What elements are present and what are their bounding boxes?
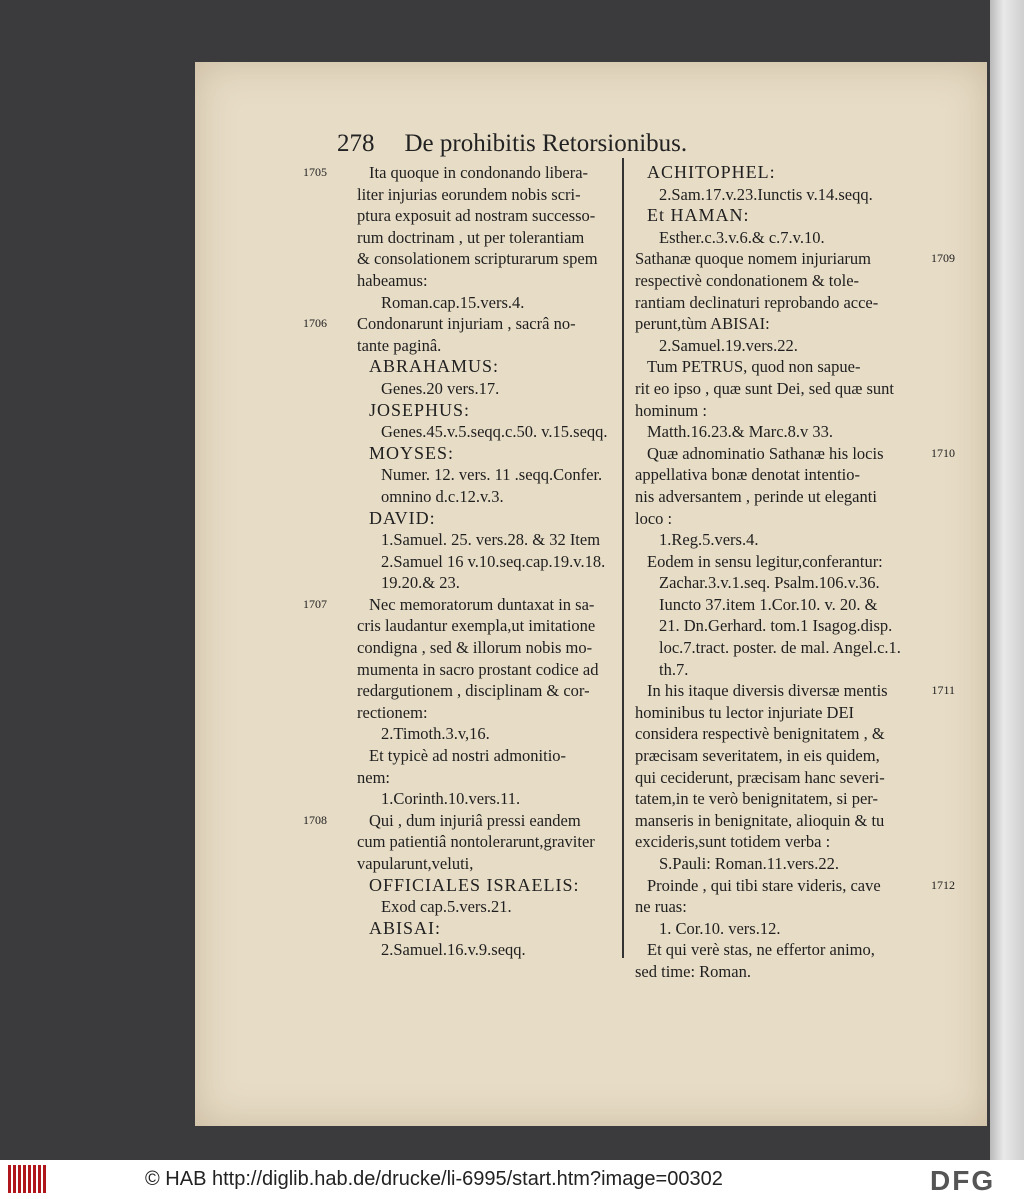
text-line: [635, 292, 925, 314]
line-text: nis adversantem , perinde ut eleganti: [635, 486, 877, 506]
margin-number: 1710: [931, 445, 955, 460]
text-line: [357, 723, 627, 745]
line-text: th.7.: [659, 659, 689, 679]
text-line: [357, 680, 627, 702]
text-line: [635, 464, 925, 486]
text-line: [357, 335, 627, 357]
text-line: [357, 875, 627, 897]
text-line: [357, 529, 627, 551]
text-line: [357, 205, 627, 227]
line-text: hominibus tu lector injuriate DEI: [635, 702, 855, 722]
text-line: [635, 227, 925, 249]
line-text: In his itaque diversis diversæ mentis: [647, 681, 888, 701]
line-text: rit eo ipso , quæ sunt Dei, sed quæ sunt: [635, 378, 894, 398]
line-text: liter injurias eorundem nobis scri-: [357, 184, 581, 204]
text-line: [357, 378, 627, 400]
text-line: [635, 572, 925, 594]
line-text: habeamus:: [357, 270, 428, 290]
text-line: [357, 939, 627, 961]
text-line: [635, 205, 925, 227]
text-line: [635, 918, 925, 940]
text-line: [303, 810, 627, 832]
line-text: ABISAI:: [369, 917, 442, 938]
line-text: Qui , dum injuriâ pressi eandem: [369, 810, 581, 830]
line-text: cris laudantur exempla,ut imitatione: [357, 616, 596, 636]
text-line: [357, 637, 627, 659]
line-text: appellativa bonæ denotat intentio-: [635, 465, 860, 485]
margin-number: 1711: [931, 683, 955, 698]
text-line: [635, 443, 955, 465]
line-text: 2.Timoth.3.v,16.: [381, 724, 490, 744]
running-title: De prohibitis Retorsionibus.: [404, 130, 688, 157]
line-text: vapularunt,veluti,: [357, 854, 474, 873]
line-text: Zachar.3.v.1.seq. Psalm.106.v.36.: [659, 573, 880, 593]
text-line: [303, 594, 627, 616]
text-line: [303, 162, 627, 184]
line-text: nem:: [357, 767, 390, 787]
line-text: 2.Samuel.19.vers.22.: [659, 335, 798, 355]
adjacent-page-edge: [990, 0, 1024, 1160]
text-line: [635, 270, 925, 292]
line-text: DAVID:: [369, 507, 436, 528]
page-number: 278: [337, 130, 375, 157]
line-text: loco :: [635, 508, 673, 528]
line-text: condigna , sed & illorum nobis mo-: [357, 638, 593, 658]
line-text: Nec memoratorum duntaxat in sa-: [369, 594, 595, 614]
line-text: Tum PETRUS, quod non sapue-: [647, 357, 861, 377]
text-line: [635, 875, 955, 897]
line-text: mumenta in sacro prostant codice ad: [357, 659, 599, 679]
text-line: [635, 356, 925, 378]
line-text: rum doctrinam , ut per tolerantiam: [357, 227, 585, 247]
line-text: sed time: Roman.: [635, 961, 751, 981]
page-header: [337, 130, 687, 158]
text-line: [635, 939, 925, 961]
copyright-link[interactable]: © HAB http://diglib.hab.de/drucke/li-6995/start.htm?image=00302: [145, 1168, 723, 1190]
text-line: [357, 615, 627, 637]
line-text: tante paginâ.: [357, 335, 442, 355]
line-text: rectionem:: [357, 702, 428, 722]
line-text: Exod cap.5.vers.21.: [381, 897, 512, 917]
line-text: redargutionem , disciplinam & cor-: [357, 681, 590, 701]
line-text: 2.Samuel 16 v.10.seq.cap.19.v.18.: [381, 551, 606, 571]
text-line: [357, 248, 627, 270]
text-line: [357, 918, 627, 940]
line-text: Esther.c.3.v.6.& c.7.v.10.: [659, 227, 825, 247]
text-line: [357, 292, 627, 314]
line-text: 1.Samuel. 25. vers.28. & 32 Item: [381, 530, 601, 550]
text-line: [635, 184, 925, 206]
text-line: [635, 637, 925, 659]
line-text: S.Pauli: Roman.11.vers.22.: [659, 854, 839, 873]
line-text: 21. Dn.Gerhard. tom.1 Isagog.disp.: [659, 616, 893, 636]
line-text: JOSEPHUS:: [369, 399, 471, 420]
right-column: [635, 162, 955, 983]
text-line: [635, 745, 925, 767]
line-text: 1. Cor.10. vers.12.: [659, 918, 781, 938]
text-line: [635, 853, 925, 875]
text-line: [635, 400, 925, 422]
text-line: [357, 702, 627, 724]
text-line: [357, 184, 627, 206]
text-line: [635, 659, 925, 681]
line-text: Sathanæ quoque nomem injuriarum: [635, 249, 872, 269]
line-text: Condonarunt injuriam , sacrâ no-: [357, 314, 576, 334]
left-column: [303, 162, 627, 961]
footer-bar: [0, 1160, 1024, 1199]
line-text: præcisam severitatem, in eis quidem,: [635, 746, 880, 766]
line-text: excideris,sunt totidem verba :: [635, 832, 831, 852]
margin-number: 1709: [931, 251, 955, 266]
text-line: [357, 745, 627, 767]
text-line: [357, 464, 627, 486]
text-line: [635, 767, 925, 789]
margin-number: 1705: [303, 165, 327, 179]
text-line: [635, 594, 925, 616]
line-text: Ita quoque in condonando libera-: [369, 163, 589, 182]
text-line: [357, 356, 627, 378]
line-text: Proinde , qui tibi stare videris, cave: [647, 875, 881, 895]
line-text: loc.7.tract. poster. de mal. Angel.c.1.: [659, 638, 901, 658]
text-line: [303, 313, 627, 335]
text-line: [635, 723, 925, 745]
line-text: Iuncto 37.item 1.Cor.10. v. 20. &: [659, 594, 878, 614]
text-line: [357, 853, 627, 875]
text-line: [635, 961, 925, 983]
text-line: [357, 767, 627, 789]
margin-number: 1712: [931, 877, 955, 892]
book-page: [195, 62, 987, 1126]
line-text: Et qui verè stas, ne effertor animo,: [647, 940, 875, 960]
text-line: [357, 896, 627, 918]
line-text: Genes.45.v.5.seqq.c.50. v.15.seqq.: [381, 422, 608, 442]
text-line: [357, 508, 627, 530]
line-text: ABRAHAMUS:: [369, 356, 500, 377]
line-text: Et typicè ad nostri admonitio-: [369, 746, 567, 766]
line-text: 2.Sam.17.v.23.Iunctis v.14.seqq.: [659, 184, 873, 204]
text-line: [357, 659, 627, 681]
text-line: [635, 378, 925, 400]
line-text: ptura exposuit ad nostram successo-: [357, 206, 596, 226]
line-text: omnino d.c.12.v.3.: [381, 486, 504, 506]
margin-number: 1706: [303, 316, 327, 331]
text-line: [635, 615, 925, 637]
line-text: Numer. 12. vers. 11 .seqq.Confer.: [381, 465, 603, 485]
text-line: [357, 443, 627, 465]
text-line: [357, 421, 627, 443]
line-text: 2.Samuel.16.v.9.seqq.: [381, 940, 526, 960]
text-line: [357, 227, 627, 249]
text-line: [635, 551, 925, 573]
line-text: Roman.cap.15.vers.4.: [381, 292, 525, 312]
margin-number: 1707: [303, 596, 327, 611]
line-text: hominum :: [635, 400, 707, 420]
text-line: [635, 810, 925, 832]
line-text: respectivè condonationem & tole-: [635, 270, 860, 290]
text-line: [635, 831, 925, 853]
text-line: [357, 400, 627, 422]
line-text: ACHITOPHEL:: [647, 162, 776, 182]
line-text: perunt,tùm ABISAI:: [635, 314, 770, 334]
line-text: Eodem in sensu legitur,conferantur:: [647, 551, 883, 571]
text-line: [635, 896, 925, 918]
text-line: [635, 421, 925, 443]
line-text: 1.Reg.5.vers.4.: [659, 530, 759, 550]
text-line: [357, 572, 627, 594]
margin-number: 1708: [303, 812, 327, 827]
line-text: Et HAMAN:: [647, 205, 750, 226]
line-text: MOYSES:: [369, 442, 455, 463]
text-line: [357, 831, 627, 853]
line-text: 1.Corinth.10.vers.11.: [381, 789, 521, 809]
line-text: ne ruas:: [635, 897, 687, 917]
text-line: [635, 529, 925, 551]
dfg-logo: DFG: [930, 1165, 996, 1196]
text-line: [635, 702, 925, 724]
line-text: tatem,in te verò benignitatem, si per-: [635, 789, 878, 809]
line-text: rantiam declinaturi reprobando acce-: [635, 292, 879, 312]
text-line: [635, 335, 925, 357]
line-text: Quæ adnominatio Sathanæ his locis: [647, 443, 884, 463]
hab-barcode-logo: [8, 1165, 46, 1193]
line-text: OFFICIALES ISRAELIS:: [369, 874, 580, 895]
text-line: [357, 788, 627, 810]
line-text: qui ceciderunt, præcisam hanc severi-: [635, 767, 885, 787]
line-text: Genes.20 vers.17.: [381, 378, 500, 398]
line-text: manseris in benignitate, alioquin & tu: [635, 810, 885, 830]
line-text: Matth.16.23.& Marc.8.v 33.: [647, 422, 834, 442]
text-line: [635, 680, 955, 702]
line-text: considera respectivè benignitatem , &: [635, 724, 885, 744]
text-line: [635, 313, 925, 335]
line-text: 19.20.& 23.: [381, 573, 460, 593]
line-text: cum patientiâ nontolerarunt,graviter: [357, 832, 595, 852]
text-line: [635, 248, 955, 270]
text-line: [635, 788, 925, 810]
text-line: [357, 486, 627, 508]
text-line: [635, 162, 925, 184]
text-line: [635, 486, 925, 508]
text-line: [357, 270, 627, 292]
line-text: & consolationem scripturarum spem: [357, 249, 598, 269]
text-line: [357, 551, 627, 573]
text-line: [635, 508, 925, 530]
